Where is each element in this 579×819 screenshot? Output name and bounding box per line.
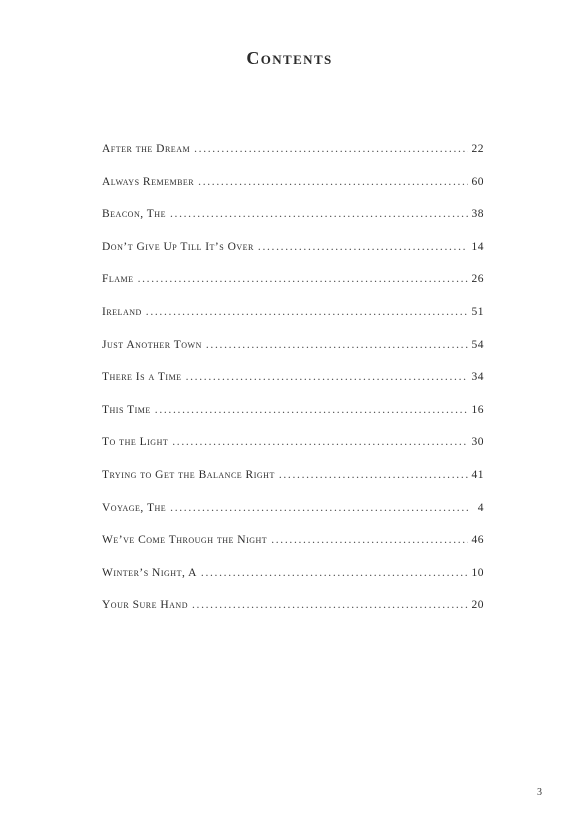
toc-entry[interactable]	[102, 534, 484, 567]
dot-leader	[186, 371, 468, 383]
toc-entry[interactable]	[102, 371, 484, 404]
toc-entry[interactable]	[102, 241, 484, 274]
toc-entry[interactable]	[102, 404, 484, 437]
toc-entry-title: Your Sure Hand	[102, 599, 188, 612]
toc-entry-title: Always Remember	[102, 175, 195, 188]
toc-entry-title: We’ve Come Through the Night	[102, 534, 268, 547]
toc-entry-page: 4	[477, 501, 484, 514]
dot-leader	[172, 436, 467, 448]
toc-entry[interactable]	[102, 273, 484, 306]
toc-entry-title: This Time	[102, 403, 151, 416]
toc-entry[interactable]	[102, 339, 484, 372]
dot-leader	[198, 176, 467, 188]
toc-entry-title: There Is a Time	[102, 371, 182, 384]
toc-entry-page: 20	[471, 599, 484, 612]
toc-entry[interactable]	[102, 176, 484, 209]
toc-entry-page: 54	[471, 338, 484, 351]
dot-leader	[194, 143, 467, 155]
dot-leader	[201, 567, 468, 579]
dot-leader	[206, 339, 468, 351]
toc-entry[interactable]	[102, 143, 484, 176]
toc-entry-title: Flame	[102, 273, 134, 286]
page-title: Contents	[246, 48, 333, 68]
toc-entry-page: 16	[471, 403, 484, 416]
toc-entry-title: Trying to Get the Balance Right	[102, 468, 275, 481]
dot-leader	[170, 502, 468, 514]
toc-entry-page: 22	[471, 143, 484, 155]
dot-leader	[170, 208, 468, 220]
dot-leader	[138, 273, 468, 285]
toc-entry-page: 14	[471, 240, 484, 253]
dot-leader	[192, 599, 468, 611]
dot-leader	[146, 306, 468, 318]
toc-entry-title: Just Another Town	[102, 338, 202, 351]
page-number: 3	[537, 787, 542, 798]
toc-entry[interactable]	[102, 502, 484, 535]
toc-entry[interactable]	[102, 469, 484, 502]
toc-entry-title: Don’t Give Up Till It’s Over	[102, 240, 254, 253]
toc-entry-page: 30	[471, 436, 484, 449]
toc-entry-title: After the Dream	[102, 143, 191, 155]
dot-leader	[271, 534, 467, 546]
dot-leader	[258, 241, 468, 253]
toc-entry[interactable]	[102, 436, 484, 469]
toc-entry[interactable]	[102, 599, 484, 632]
toc-entry-page: 38	[471, 208, 484, 221]
toc-entry[interactable]	[102, 208, 484, 241]
toc-entry-title: Voyage, The	[102, 501, 167, 514]
toc-entry-page: 34	[471, 371, 484, 384]
toc-entry-page: 10	[471, 566, 484, 579]
toc-entry-title: Beacon, The	[102, 208, 166, 221]
toc-entry-page: 26	[471, 273, 484, 286]
toc-entry[interactable]	[102, 567, 484, 600]
dot-leader	[155, 404, 468, 416]
toc-entry-title: Winter’s Night, A	[102, 566, 197, 579]
toc-entry-page: 41	[471, 468, 484, 481]
toc-entry-title: Ireland	[102, 305, 142, 318]
toc-entry[interactable]	[102, 306, 484, 339]
toc-entry-page: 51	[471, 305, 484, 318]
toc-entry-page: 60	[471, 175, 484, 188]
toc-entry-title: To the Light	[102, 436, 169, 449]
table-of-contents	[102, 143, 484, 632]
dot-leader	[279, 469, 468, 481]
toc-entry-page: 46	[471, 534, 484, 547]
